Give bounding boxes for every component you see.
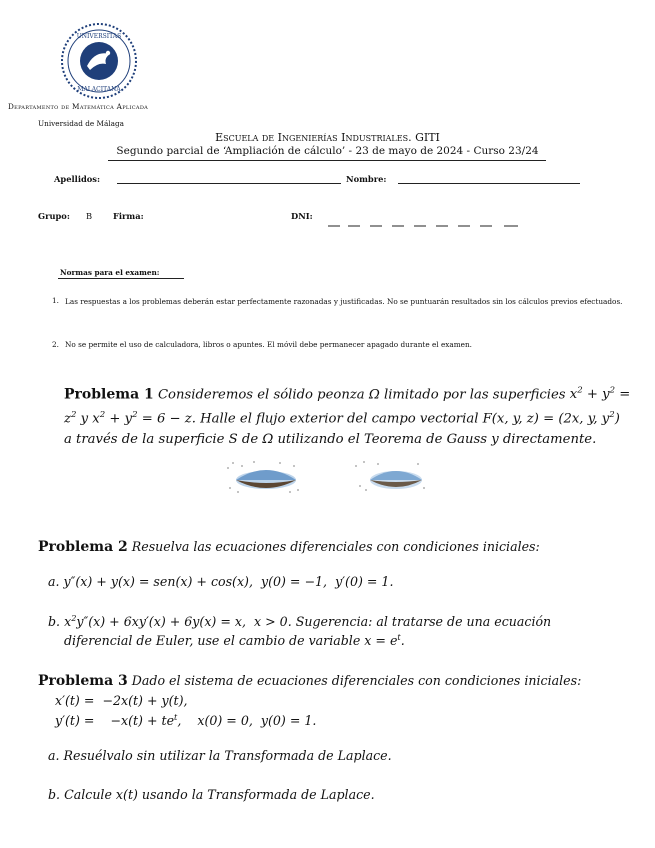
grupo-label: Grupo:	[38, 211, 70, 221]
dni-field[interactable]	[326, 212, 522, 222]
header-rule	[108, 160, 546, 161]
dni-label: DNI:	[291, 211, 313, 221]
problem-3a-text: Resuélvalo sin utilizar la Transformada de Laplace.	[63, 748, 392, 763]
problem-2b: b. $x^2y''(x) + 6xy'(x) + 6y(x) = x$, x > 0. Sugerencia: al tratarse de una ecuación	[48, 613, 552, 630]
svg-text:UNIVERSITAS: UNIVERSITAS	[76, 33, 122, 40]
problem-1: Problema 1 Consideremos el sólido peonza Ω limitado por las superficies $x^2 + y^2$ = $z^2$ y $x^2 + y^2 = 6 - z$. Halle el flujo exterior del campo vectorial F(x, y, z) = (2x, y, $y^2$) a través de la superficie S de Ω utilizando el Teorema de Gauss y directamente.	[64, 381, 620, 450]
problem-3-statement: Dado el sistema de ecuaciones diferenciales con condiciones iniciales:	[131, 673, 582, 688]
problem-2-title: Problema 2	[38, 539, 128, 555]
problem-2b-line2: diferencial de Euler, use el cambio de variable $x = e^t$.	[64, 632, 405, 649]
problem-3b-pre: Calcule	[64, 787, 112, 802]
university-logo	[60, 22, 138, 100]
university-name: Universidad de Málaga	[38, 119, 125, 128]
problem-3a	[48, 748, 392, 763]
problem-1-line1: Consideremos el sólido peonza Ω limitado por las superficies	[157, 387, 570, 403]
problem-2a: a. y″(x) + y(x) = sen(x) + cos(x), y(0) = −1, y′(0) = 1.	[48, 574, 394, 589]
norma-number-1: 1.	[52, 296, 59, 305]
problem-1-title: Problema 1	[64, 386, 154, 403]
problem-1-line2: Halle el flujo exterior del campo vectorial	[195, 411, 483, 427]
problem-3b: b. Calcule x(t) usando la Transformada de Laplace.	[48, 787, 375, 802]
norma-number-2: 2.	[52, 340, 59, 349]
problem-3a-label: a.	[48, 748, 60, 763]
problem-2-heading	[38, 539, 540, 555]
problem-3-system-eq2: y′(t) = $-x(t) + te^t$, x(0) = 0, y(0) = 1.	[55, 712, 317, 729]
department-name: Departamento de Matemática Aplicada	[8, 102, 149, 111]
problem-2b-hint: Sugerencia: al tratarse de una ecuación	[295, 614, 552, 630]
problem-3-system-eq1: x′(t) = −2x(t) + y(t),	[55, 693, 188, 708]
firma-label: Firma:	[113, 211, 144, 221]
norma-item-2: No se permite el uso de calculadora, libros o apuntes. El móvil debe permanecer apagado durante el examen.	[65, 340, 472, 349]
problem-3b-text: usando la Transformada de Laplace.	[141, 787, 375, 802]
norma-item-1: Las respuestas a los problemas deberán estar perfectamente razonadas y justificadas. No se puntuarán resultados sin los cálculos previos efectuados.	[65, 297, 623, 306]
exam-subtitle: Segundo parcial de ‘Ampliación de cálculo’ - 23 de mayo de 2024 - Curso 23/24	[116, 145, 539, 157]
problem-1-line3: a través de la superficie S de Ω utilizando el Teorema de Gauss y directamente.	[64, 431, 597, 447]
normas-underline	[58, 278, 184, 279]
school-title: Escuela de Ingenierías Industriales. GITI	[215, 131, 440, 144]
problem-2b-label: b.	[48, 614, 61, 630]
problem-2-statement: Resuelva las ecuaciones diferenciales con condiciones iniciales:	[131, 539, 540, 554]
normas-title: Normas para el examen:	[60, 268, 160, 277]
problem-3-title: Problema 3	[38, 673, 128, 689]
problem-2a-label: a.	[48, 574, 60, 589]
spinning-top-figure-2	[352, 458, 432, 500]
problem-3-heading	[38, 673, 581, 689]
svg-text:MALACITANA: MALACITANA	[77, 86, 121, 93]
problem-2b-hint2: diferencial de Euler, use el cambio de variable	[64, 633, 361, 649]
problem-3b-label: b.	[48, 787, 61, 802]
apellidos-label: Apellidos:	[54, 174, 101, 184]
spinning-top-figure-1	[224, 458, 304, 500]
nombre-field[interactable]	[398, 183, 580, 184]
grupo-value: B	[86, 211, 93, 221]
nombre-label: Nombre:	[346, 174, 387, 184]
apellidos-field[interactable]	[117, 183, 341, 184]
